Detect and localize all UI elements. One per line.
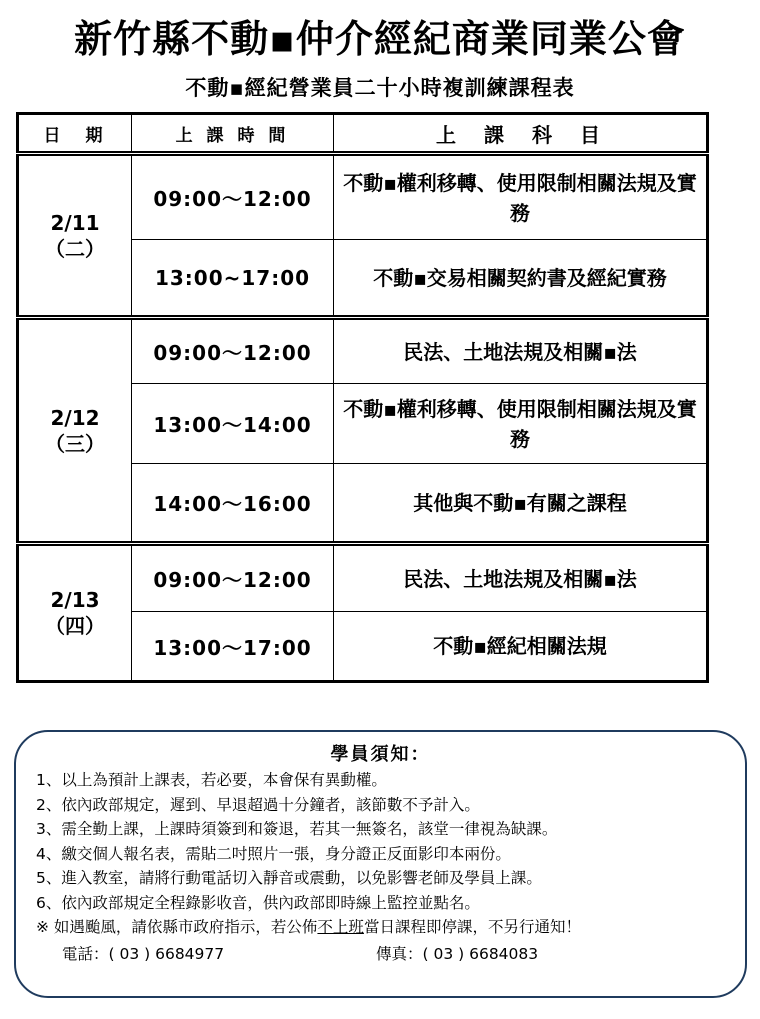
date-cell [18,544,132,682]
course-cell: 不動▪權利移轉、使用限制相關法規及實務 [334,154,708,240]
header-course: 上 課 科 目 [334,114,708,154]
course-cell: 民法、土地法規及相關▪法 [334,318,708,384]
time-cell: 09:00～12:00 [132,318,334,384]
date-cell [18,154,132,318]
header-time: 上 課 時 間 [132,114,334,154]
phone-number: 電話：( 03 ) 6684977 [62,945,225,963]
time-cell: 13:00～17:00 [132,612,334,682]
course-cell: 不動▪交易相關契約書及經紀實務 [334,240,708,318]
time-cell: 13:00～14:00 [132,384,334,464]
typhoon-underlined: 不上班 [317,918,364,936]
typhoon-suffix: 當日課程即停課，不另行通知！ [363,918,581,936]
typhoon-notice [36,915,736,940]
date-value: 2/11 [50,210,100,235]
typhoon-prefix: ※ 如遇颱風，請依縣市政府指示，若公佈 [36,918,318,936]
course-cell: 其他與不動▪有關之課程 [334,464,708,544]
notice-item: 4、繳交個人報名表，需貼二吋照片一張，身分證正反面影印本兩份。 [36,844,511,863]
notice-item: 3、需全勤上課，上課時須簽到和簽退，若其一無簽名，該堂一律視為缺課。 [36,820,558,838]
notice-item: 2、依內政部規定，遲到、早退超過十分鐘者，該節數不予計入。 [36,795,480,814]
course-cell: 不動▪經紀相關法規 [334,612,708,682]
header-date: 日 期 [18,114,132,154]
association-title: 新竹縣不動▪仲介經紀商業同業公會 [74,17,686,61]
course-cell: 民法、土地法規及相關▪法 [334,544,708,612]
notice-title: 學員須知： [330,744,431,765]
time-cell: 13:00~17:00 [132,240,334,318]
table-row [18,318,708,384]
course-cell: 不動▪權利移轉、使用限制相關法規及實務 [334,384,708,464]
notice-item: 1、以上為預計上課表，若必要，本會保有異動權。 [36,771,387,789]
weekday-value: （三） [45,431,105,456]
time-cell: 09:00～12:00 [132,544,334,612]
time-cell: 09:00～12:00 [132,154,334,240]
weekday-value: （四） [45,614,105,638]
time-cell: 14:00～16:00 [132,464,334,544]
weekday-value: （二） [45,236,105,261]
table-header-row [18,114,708,154]
table-row [18,154,708,240]
course-schedule-table [16,112,709,683]
fax-number: 傳真：( 03 ) 6684083 [376,945,539,963]
table-row [18,544,708,612]
notice-item: 6、依內政部規定全程錄影收音，供內政部即時線上監控並點名。 [36,893,480,912]
schedule-subtitle: 不動▪經紀營業員二十小時複訓練課程表 [185,76,575,100]
notice-item: 5、進入教室，請將行動電話切入靜音或震動，以免影響老師及學員上課。 [36,869,542,887]
date-value: 2/13 [50,588,100,612]
date-cell [18,318,132,544]
date-value: 2/12 [50,405,100,430]
student-notice-box [14,730,747,998]
notice-list [36,768,736,940]
